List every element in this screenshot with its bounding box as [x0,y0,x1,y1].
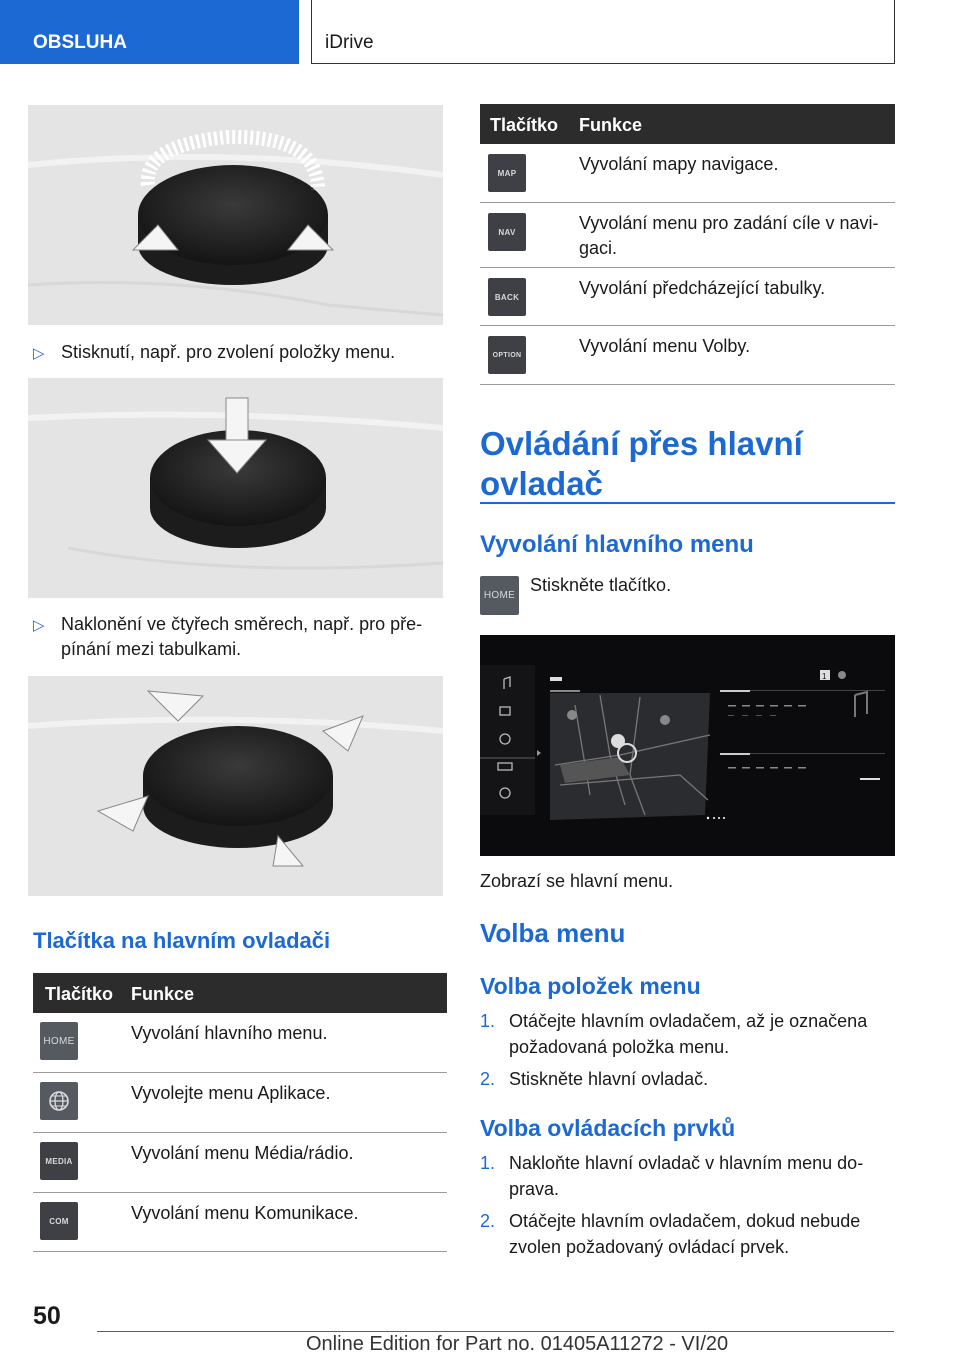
table-row [33,1013,447,1073]
screen-badge: 1 [822,672,827,681]
main-menu-shown-text: Zobrazí se hlavní menu. [480,871,674,891]
home-key-icon: HOME [480,576,519,615]
controller-press-image [28,378,443,598]
step-text: Stiskněte hlavní ovladač. [509,1069,709,1089]
menu-items-heading: Volba položek menu [480,973,701,999]
caption-tilt [33,612,443,662]
call-menu-heading: Vyvolání hlavního menu [480,531,754,558]
apps-globe-icon [40,1082,78,1120]
step-number: 2. [480,1211,496,1231]
main-menu-screen-image [480,635,895,856]
heading-rule [480,502,895,504]
caption-press [33,340,443,365]
menu-select-heading: Volba menu [480,918,626,948]
table-row [480,268,895,326]
com-key-icon: COM [40,1202,78,1240]
footer-rule [97,1331,894,1332]
col-button: Tlačítko [45,984,114,1004]
table-row [480,144,895,203]
home-key-icon: HOME [40,1022,78,1060]
buttons-heading: Tlačítka na hlavním ovladači [33,928,331,953]
chapter-title: iDrive [311,0,895,64]
table-header [480,104,895,144]
row-text: Vyvolání mapy navigace. [579,154,779,174]
page-number: 50 [33,1302,61,1330]
section-tab: OBSLUHA [0,0,299,64]
step-number: 2. [480,1069,496,1089]
list-item [480,1208,895,1260]
buttons-table-left [33,973,447,1252]
row-text: Vyvolání hlavního menu. [131,1023,328,1043]
step-text: Otáčejte hlavním ovladačem, až je označena požadovaná položka menu. [509,1011,868,1057]
step-text: Nakloňte hlavní ovladač v hlavním menu doprava. [509,1153,864,1199]
main-heading: Ovládání přes hlavní ovladač [480,425,803,502]
table-row [33,1133,447,1193]
steps-controls-list [480,1150,895,1266]
controller-rotate-image [28,105,443,325]
option-key-icon: OPTION [488,336,526,374]
table-row [480,326,895,385]
caption-text: Naklonění ve čtyřech směrech, např. pro přepínání mezi tabulkami. [61,614,423,659]
caption-text: Stisknutí, např. pro zvolení položky menu. [61,342,396,362]
media-key-icon: MEDIA [40,1142,78,1180]
step-text: Otáčejte hlavním ovladačem, dokud nebude zvolen požadovaný ovládací prvek. [509,1211,861,1257]
nav-key-icon: NAV [488,213,526,251]
table-header [33,973,447,1013]
controls-heading: Volba ovládacích prvků [480,1115,736,1141]
table-row [33,1073,447,1133]
table-body [33,973,447,1252]
step-number: 1. [480,1153,496,1173]
map-key-icon: MAP [488,154,526,192]
row-text: Vyvolejte menu Aplikace. [131,1083,331,1103]
press-button-text: Stiskněte tlačítko. [530,575,672,595]
list-item [480,1066,895,1092]
col-button: Tlačítko [490,115,559,135]
row-text: Vyvolání menu Média/rádio. [131,1143,354,1163]
step-number: 1. [480,1011,496,1031]
triangle-bullet-icon: ▷ [33,617,45,634]
row-text: Vyvolání menu Komunikace. [131,1203,359,1223]
col-function: Funkce [579,115,643,135]
list-item [480,1008,895,1060]
col-function: Funkce [131,984,195,1004]
row-text: Vyvolání menu Volby. [579,336,751,356]
triangle-bullet-icon: ▷ [33,345,45,362]
table-row [480,203,895,268]
steps-items-list [480,1008,895,1098]
row-text: Vyvolání menu pro zadání cíle v navigaci. [579,213,879,258]
back-key-icon: BACK [488,278,526,316]
list-item [480,1150,895,1202]
controller-tilt-image [28,676,443,896]
table-row [33,1193,447,1252]
buttons-table-right [480,104,895,385]
row-text: Vyvolání předcházející tabulky. [579,278,826,298]
edition-footer: Online Edition for Part no. 01405A11272 - VI/20 [306,1333,729,1355]
